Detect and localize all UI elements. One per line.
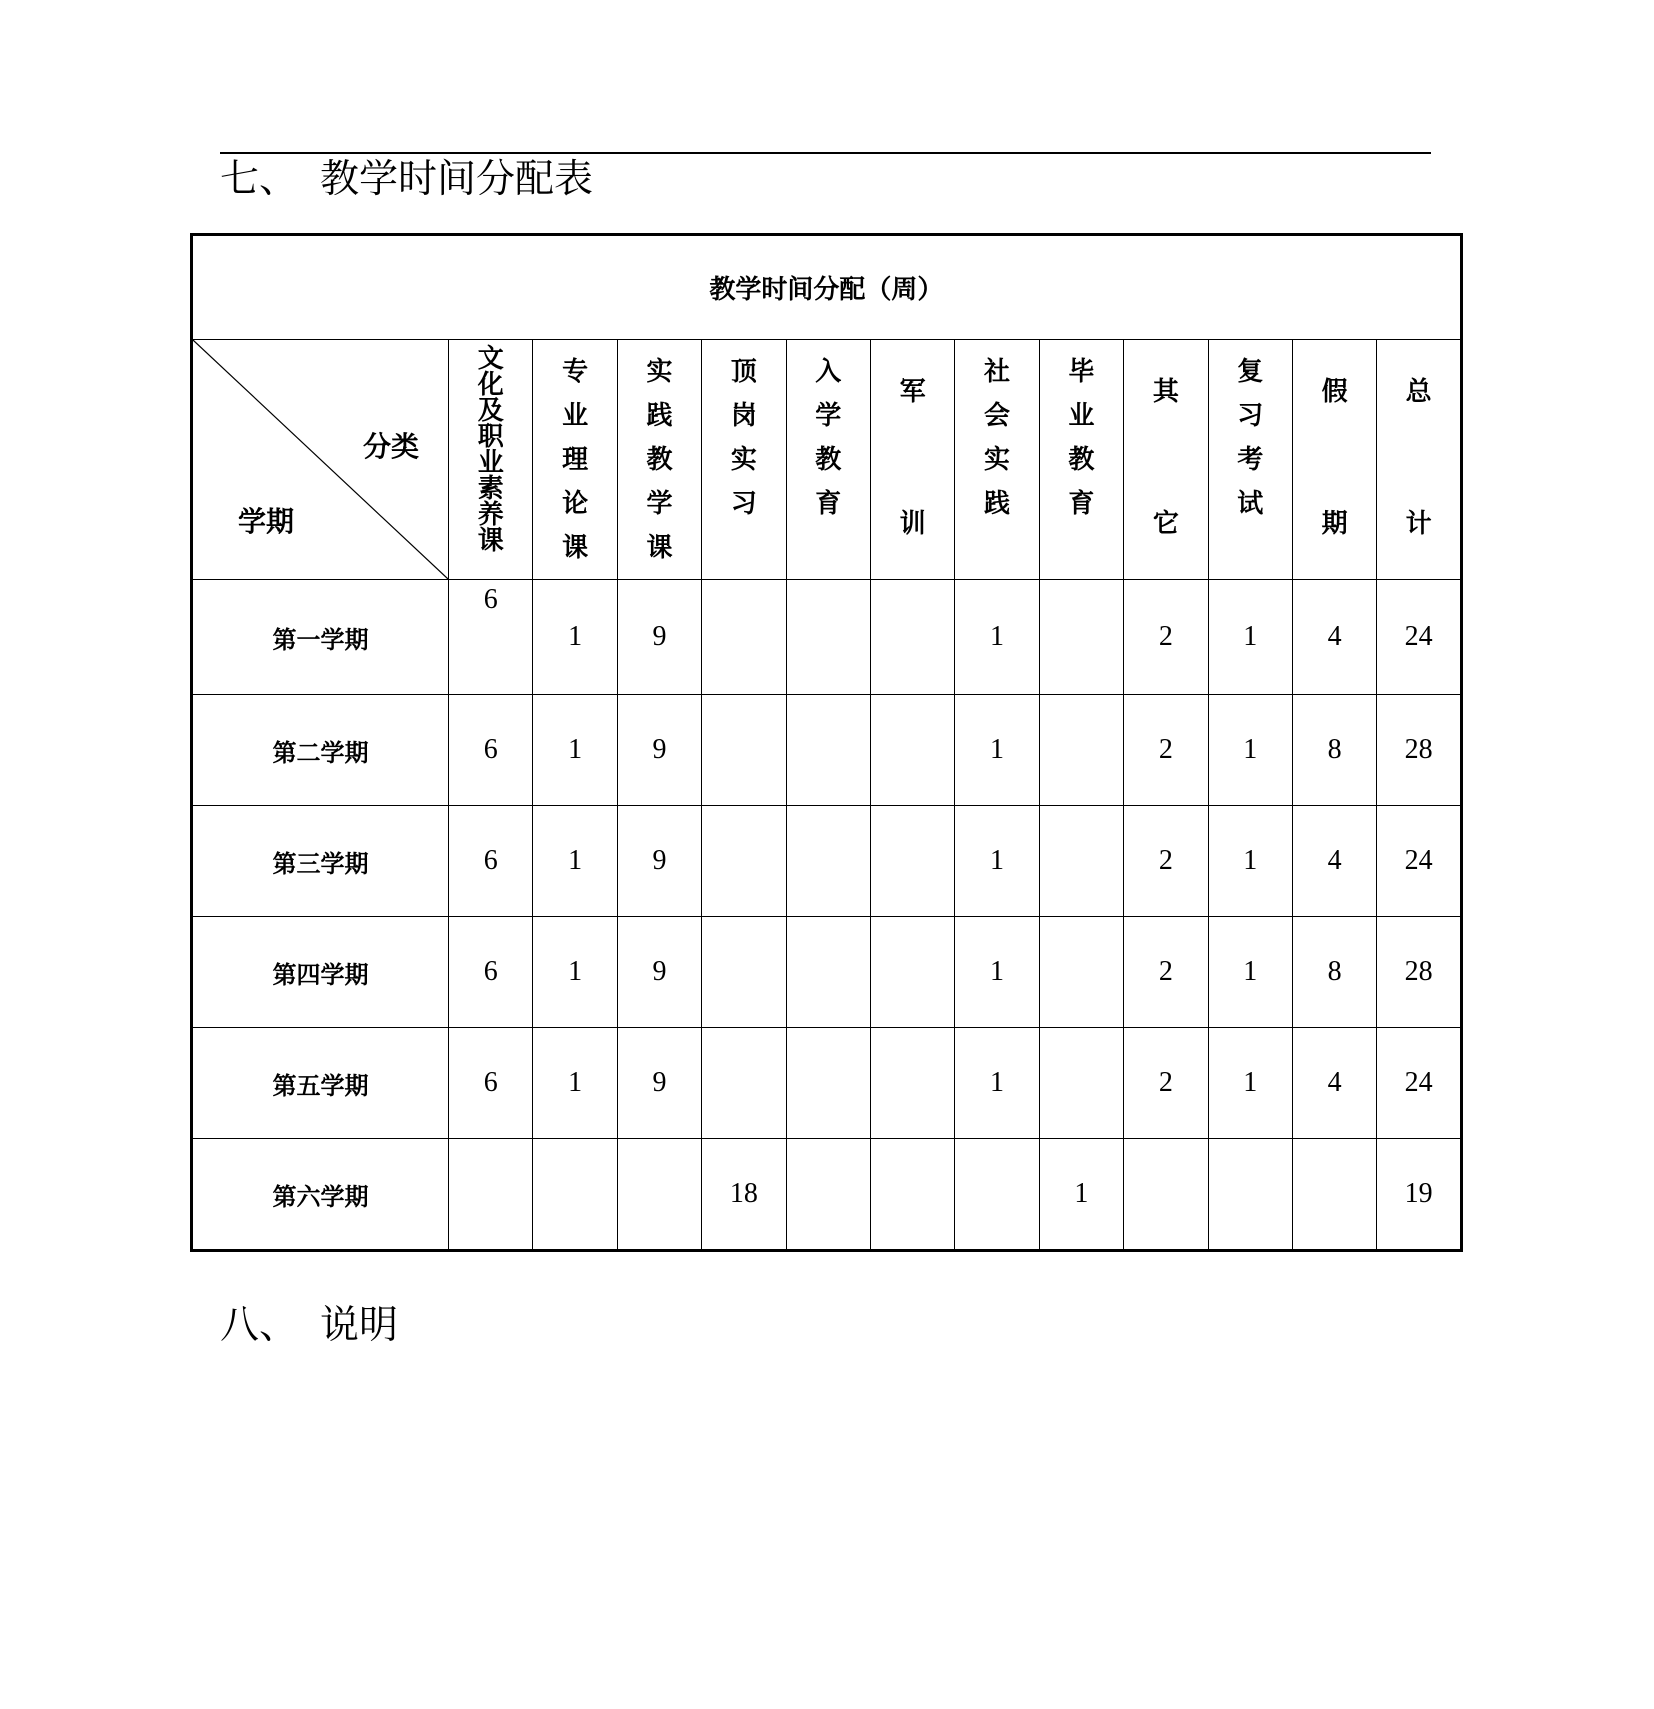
column-header-char: 素 [477,474,504,504]
table-cell [870,1028,954,1139]
row-label: 第六学期 [192,1139,449,1251]
table-cell [533,1139,617,1251]
table-cell: 24 [1377,1028,1462,1139]
column-header-char: 考 [1237,445,1264,475]
table-cell: 9 [617,580,701,695]
table-cell [870,806,954,917]
section-8-number: 八、 [220,1303,299,1348]
table-cell: 6 [449,695,533,806]
row-label: 第二学期 [192,695,449,806]
table-cell: 1 [955,580,1039,695]
table-cell: 4 [1292,806,1376,917]
column-header-5 [786,340,870,580]
table-cell: 1 [1208,806,1292,917]
table-cell [870,580,954,695]
column-header-11 [1292,340,1376,580]
table-cell: 6 [449,917,533,1028]
column-header-9 [1124,340,1208,580]
column-header-char: 假 [1321,377,1348,407]
table-cell: 2 [1124,695,1208,806]
table-cell: 8 [1292,917,1376,1028]
column-header-char: 及 [477,396,504,426]
table-cell [786,1139,870,1251]
table-cell: 24 [1377,806,1462,917]
column-header-char: 会 [984,401,1011,431]
section-8-heading [220,1303,399,1348]
table-cell: 9 [617,917,701,1028]
column-header-char: 育 [815,489,842,519]
table-cell: 1 [955,917,1039,1028]
table-cell [1039,806,1123,917]
table-cell [870,917,954,1028]
table-row [192,806,1462,917]
column-header-char: 试 [1237,489,1264,519]
column-header-text [1406,370,1432,546]
column-header-1 [449,340,533,580]
table-cell [1124,1139,1208,1251]
table-cell [786,1028,870,1139]
column-header-char: 业 [562,401,589,431]
column-header-char: 社 [984,357,1011,387]
table-cell [1292,1139,1376,1251]
table-cell: 18 [702,1139,786,1251]
table-row [192,1139,1462,1251]
diagonal-term-label: 学期 [238,505,295,538]
table-cell: 2 [1124,917,1208,1028]
table-cell [702,806,786,917]
column-header-char: 入 [815,357,842,387]
column-header-char: 习 [730,489,757,519]
column-header-6 [870,340,954,580]
column-header-4 [702,340,786,580]
table-cell: 1 [1039,1139,1123,1251]
table-cell [1039,695,1123,806]
column-header-char: 期 [1321,509,1348,539]
column-header-char: 学 [815,401,842,431]
table-cell: 4 [1292,1028,1376,1139]
column-header-char: 职 [477,422,504,452]
table-cell [702,917,786,1028]
column-header-char: 育 [1068,489,1095,519]
table-cell: 2 [1124,1028,1208,1139]
column-header-char: 习 [1237,401,1264,431]
column-header-char: 文 [477,344,504,374]
column-header-char: 教 [815,445,842,475]
column-header-text [900,370,926,546]
row-label: 第一学期 [192,580,449,695]
column-header-char: 养 [477,500,504,530]
column-header-char: 军 [899,377,926,407]
teaching-time-table [190,233,1463,1252]
column-header-text [646,350,672,570]
table-cell: 4 [1292,580,1376,695]
column-header-text [731,350,757,526]
table-cell [786,806,870,917]
column-header-text [1153,370,1179,546]
column-header-8 [1039,340,1123,580]
row-label: 第四学期 [192,917,449,1028]
row-label: 第三学期 [192,806,449,917]
column-header-2 [533,340,617,580]
table-cell: 6 [449,806,533,917]
column-header-char: 课 [646,533,673,563]
column-header-char: 论 [562,489,589,519]
table-cell: 1 [533,695,617,806]
column-header-char: 实 [646,357,673,387]
section-7-title: 教学时间分配表 [320,157,594,202]
table-cell [955,1139,1039,1251]
column-header-char: 业 [1068,401,1095,431]
table-cell [1208,1139,1292,1251]
diagonal-header-cell [192,340,449,580]
column-header-char: 教 [1068,445,1095,475]
table-cell: 9 [617,695,701,806]
table-cell [1039,580,1123,695]
column-header-char: 训 [899,509,926,539]
section-7-number: 七、 [220,157,299,202]
table-cell [617,1139,701,1251]
table-cell [702,1028,786,1139]
top-rule [220,152,1431,154]
column-header-char: 课 [562,533,589,563]
column-header-char: 总 [1405,377,1432,407]
column-header-char: 教 [646,445,673,475]
table-cell: 2 [1124,806,1208,917]
column-header-char: 业 [477,448,504,478]
column-header-text [478,346,504,554]
table-cell: 6 [449,1028,533,1139]
column-header-char: 实 [730,445,757,475]
column-header-text [984,350,1010,526]
table-cell [786,580,870,695]
column-header-text [562,350,588,570]
table-cell: 1 [1208,1028,1292,1139]
column-header-char: 岗 [730,401,757,431]
table-cell: 28 [1377,695,1462,806]
column-header-char: 践 [646,401,673,431]
table-cell: 9 [617,806,701,917]
table-cell: 1 [533,917,617,1028]
column-header-char: 学 [646,489,673,519]
column-header-7 [955,340,1039,580]
column-header-3 [617,340,701,580]
table-cell [702,695,786,806]
table-cell: 1 [955,695,1039,806]
table-row [192,580,1462,695]
table-cell: 1 [1208,580,1292,695]
column-header-char: 理 [562,445,589,475]
table-row [192,695,1462,806]
table-cell: 6 [449,580,533,695]
column-header-char: 复 [1237,357,1264,387]
column-header-text [1322,370,1348,546]
row-label: 第五学期 [192,1028,449,1139]
table-cell: 28 [1377,917,1462,1028]
table-cell [1039,917,1123,1028]
column-header-text [1237,350,1263,526]
column-header-12 [1377,340,1462,580]
table-cell: 1 [1208,917,1292,1028]
column-header-char: 它 [1152,509,1179,539]
column-header-text [815,350,841,526]
table-cell: 1 [533,580,617,695]
column-header-char: 实 [984,445,1011,475]
table-cell: 19 [1377,1139,1462,1251]
column-header-char: 课 [477,526,504,556]
header-row [192,340,1462,580]
diagonal-category-label: 分类 [363,430,420,463]
table-cell [702,580,786,695]
column-header-char: 毕 [1068,357,1095,387]
table-row [192,917,1462,1028]
table-cell: 8 [1292,695,1376,806]
table-cell: 24 [1377,580,1462,695]
table-cell: 1 [533,1028,617,1139]
table-cell: 1 [955,806,1039,917]
table-cell [870,695,954,806]
table-cell [870,1139,954,1251]
column-header-char: 化 [477,370,504,400]
table-cell [786,695,870,806]
table-cell: 9 [617,1028,701,1139]
table-title: 教学时间分配（周） [192,235,1462,340]
column-header-char: 专 [562,357,589,387]
section-8-title: 说明 [320,1303,399,1348]
column-header-text [1068,350,1094,526]
column-header-char: 其 [1152,377,1179,407]
table-cell: 2 [1124,580,1208,695]
table-cell: 1 [1208,695,1292,806]
table-cell [449,1139,533,1251]
column-header-10 [1208,340,1292,580]
table-cell: 1 [533,806,617,917]
table-cell [786,917,870,1028]
table-cell: 1 [955,1028,1039,1139]
table-row [192,1028,1462,1139]
column-header-char: 践 [984,489,1011,519]
column-header-char: 计 [1405,509,1432,539]
column-header-char: 顶 [730,357,757,387]
section-7-heading [220,157,594,202]
table-cell [1039,1028,1123,1139]
